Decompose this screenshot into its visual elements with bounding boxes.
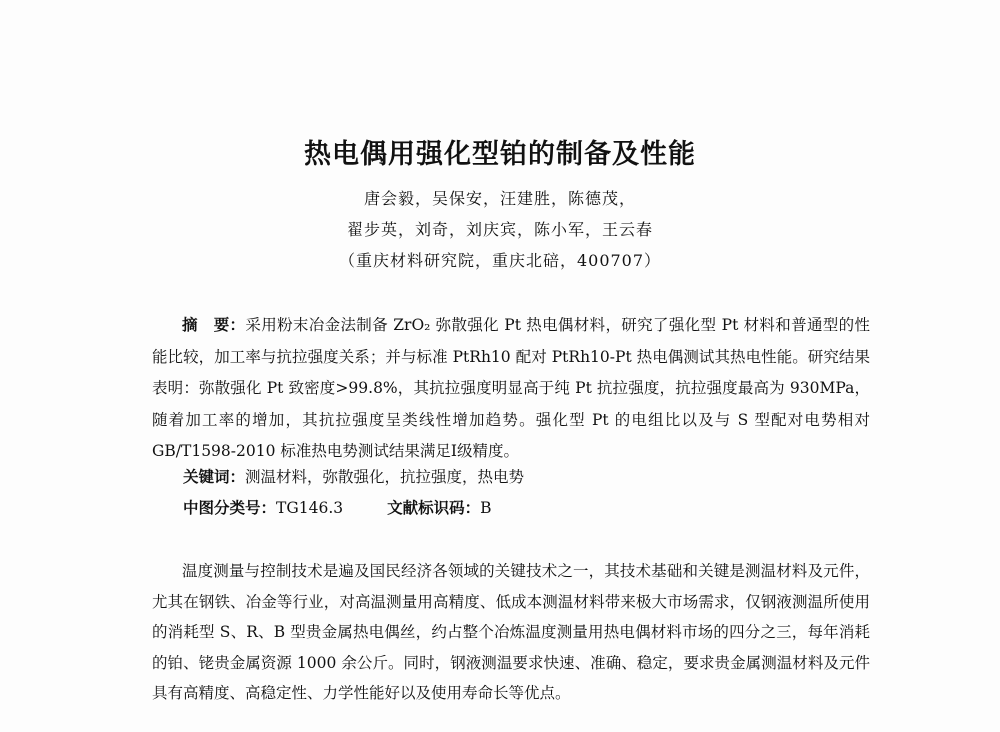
abstract-text: 采用粉末冶金法制备 ZrO₂ 弥散强化 Pt 热电偶材料，研究了强化型 Pt 材料和普通型的性能比较，加工率与抗拉强度关系；并与标准 PtRh10 配对 PtRh10-Pt 热电偶测试其热电性能。研究结果表明：弥散强化 Pt 致密度>99.8%，其抗拉强度明显高于纯 Pt 抗拉强度，抗拉强度最高为 930MPa，随着加工率的增加，其抗拉强度呈类线性增加趋势。强化型 Pt 的电组比以及与 S 型配对电势相对 GB/T1598-2010 标准热电势测试结果满足Ⅰ级精度。 [152,316,870,460]
paper-title: 热电偶用强化型铂的制备及性能 [304,139,696,170]
authors-line-1: 唐会毅，吴保安，汪建胜，陈德茂， [363,189,636,208]
keywords-text: 测温材料，弥散强化，抗拉强度，热电势 [245,468,525,486]
classification-row [183,496,492,518]
clc-value: TG146.3 [276,499,344,517]
body-paragraph: 温度测量与控制技术是遍及国民经济各领域的关键技术之一，其技术基础和关键是测温材料及元件，尤其在钢铁、冶金等行业，对高温测量用高精度、低成本测温材料带来极大市场需求，仅钢液测温所使用的消耗型 S、R、B 型贵金属热电偶丝，约占整个冶炼温度测量用热电偶材料市场的四分之三，每年消耗的铂、铑贵金属资源 1000 余公斤。同时，钢液测温要求快速、准确、稳定，要求贵金属测温材料及元件具有高精度、高稳定性、力学性能好以及使用寿命长等优点。 [152,562,870,703]
authors-line-2: 翟步英，刘奇，刘庆宾，陈小军，王云春 [346,220,653,239]
keywords [183,465,524,487]
clc-label: 中图分类号： [183,498,277,517]
abstract-label: 摘 要： [182,315,246,334]
doc-code-label: 文献标识码： [387,498,481,517]
doc-code-value: B [480,499,492,517]
abstract [152,309,870,468]
affiliation: （重庆材料研究院，重庆北碚，400707） [338,251,662,270]
keywords-label: 关键词： [183,467,246,486]
